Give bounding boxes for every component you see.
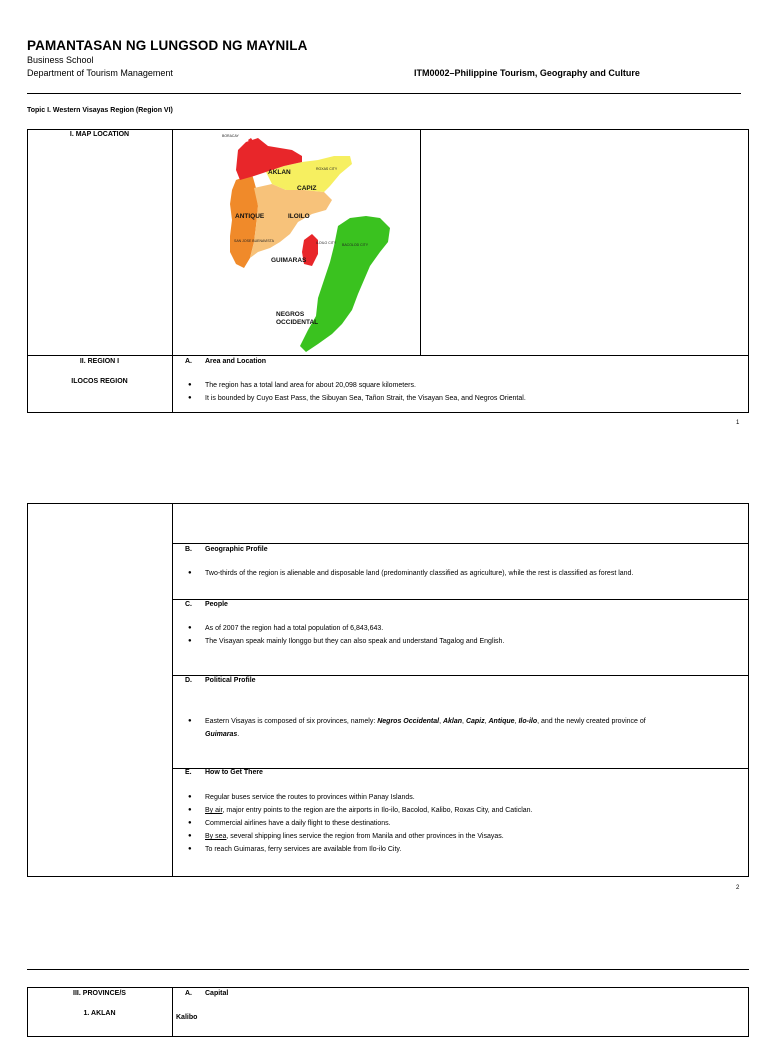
table-row-divider xyxy=(172,675,749,676)
western-visayas-map xyxy=(200,130,405,354)
separator: . xyxy=(237,731,240,738)
label-iloilo: ILOILO xyxy=(288,213,310,220)
section-letter: C. xyxy=(185,601,192,608)
label-occidental: OCCIDENTAL xyxy=(276,319,319,326)
map-svg xyxy=(200,130,405,354)
people-heading xyxy=(185,601,228,608)
page-number: 1 xyxy=(736,420,740,426)
page-number: 2 xyxy=(736,885,740,891)
travel-text: , major entry points to the region are the airports in Ilo-ilo, Bacolod, Kalibo, Roxas City, and Caticlan. xyxy=(222,807,533,814)
geographic-profile-heading xyxy=(185,546,268,553)
region-label: II. REGION I xyxy=(79,358,120,365)
course-title: ITM0002–Philippine Tourism, Geography and Culture xyxy=(414,68,640,78)
section-title: Political Profile xyxy=(205,677,256,684)
university-name: PAMANTASAN NG LUNGSOD NG MAYNILA xyxy=(27,38,308,53)
area-bullets xyxy=(185,379,745,405)
by-air-text: By air xyxy=(205,807,223,814)
section-title: People xyxy=(205,601,228,608)
label-aklan: AKLAN xyxy=(268,169,291,176)
list-item xyxy=(185,804,745,817)
separator: , xyxy=(462,718,466,725)
list-item: ● As of 2007 the region had a total population of 6,843,643. xyxy=(185,622,745,635)
topic-title: Topic I. Western Visayas Region (Region VI) xyxy=(27,107,173,114)
capital-heading xyxy=(185,990,228,997)
table-column-divider xyxy=(172,129,173,413)
label-guimaras: GUIMARAS xyxy=(271,257,307,264)
section-letter: A. xyxy=(185,990,192,997)
table-column-divider xyxy=(172,987,173,1037)
political-text: Eastern Visayas is composed of six provinces, namely: xyxy=(205,718,378,725)
header-rule xyxy=(27,93,741,94)
list-item: ● Regular buses service the routes to provinces within Panay Islands. xyxy=(185,791,745,804)
province-label: III. PROVINCE/S xyxy=(73,990,126,997)
capital-value: Kalibo xyxy=(176,1014,198,1021)
province-item: 1. AKLAN xyxy=(83,1010,116,1017)
label-boracay: BORACAY xyxy=(222,134,239,138)
province-name: Negros Occidental xyxy=(377,718,440,725)
section-title: Area and Location xyxy=(205,358,267,365)
table-column-divider xyxy=(420,129,421,355)
section-title: Capital xyxy=(205,990,229,997)
province-name: Aklan xyxy=(442,718,463,725)
section-letter: E. xyxy=(185,769,192,776)
travel-text: , several shipping lines service the region from Manila and other provinces in the Visayas. xyxy=(226,833,504,840)
table-row-divider xyxy=(27,355,749,356)
list-item: ● Commercial airlines have a daily flight to these destinations. xyxy=(185,817,745,830)
school-name: Business School xyxy=(27,55,94,65)
map-location-label: I. MAP LOCATION xyxy=(69,131,130,138)
label-negros: NEGROS xyxy=(276,311,305,318)
people-bullets xyxy=(185,622,745,648)
separator: , xyxy=(439,718,443,725)
area-location-heading xyxy=(185,358,266,365)
by-sea-text: By sea xyxy=(205,833,227,840)
department-name: Department of Tourism Management xyxy=(27,68,173,78)
province-name: Antique xyxy=(488,718,515,725)
label-antique: ANTIQUE xyxy=(235,213,265,220)
table-row-divider xyxy=(172,543,749,544)
label-roxas-city: ROXAS CITY xyxy=(316,167,338,171)
political-profile-heading xyxy=(185,677,256,684)
iloilo-province xyxy=(250,184,332,258)
list-item: ● To reach Guimaras, ferry services are available from Ilo-ilo City. xyxy=(185,843,745,856)
label-bacolod-city: BACOLOD CITY xyxy=(342,243,369,247)
political-text: , and the newly created province of xyxy=(537,718,646,725)
list-item: ● The region has a total land area for about 20,098 square kilometers. xyxy=(185,379,745,392)
label-iloilo-city: ILOILO CITY xyxy=(316,241,337,245)
separator: , xyxy=(484,718,489,725)
label-san-jose: SAN JOSE BUENAVISTA xyxy=(234,239,274,243)
table-column-divider xyxy=(172,503,173,877)
table-row-divider xyxy=(172,599,749,600)
list-item: ● Two-thirds of the region is alienable and disposable land (predominantly classified as agriculture), while the rest is classified as forest land. xyxy=(185,567,745,580)
travel-bullets xyxy=(185,791,745,856)
section-title: How to Get There xyxy=(205,769,263,776)
section-title: Geographic Profile xyxy=(205,546,268,553)
separator: , xyxy=(514,718,519,725)
province-name: Capiz xyxy=(465,718,485,725)
region-name: ILOCOS REGION xyxy=(71,378,128,385)
section-letter: D. xyxy=(185,677,192,684)
section-letter: A. xyxy=(185,358,192,365)
page-rule xyxy=(27,969,749,970)
list-item xyxy=(185,715,730,741)
list-item: ● It is bounded by Cuyo East Pass, the Sibuyan Sea, Tañon Strait, the Visayan Sea, and Negros Oriental. xyxy=(185,392,745,405)
geographic-bullets xyxy=(185,567,745,580)
list-item: ● The Visayan speak mainly Ilonggo but they can also speak and understand Tagalog and English. xyxy=(185,635,745,648)
how-to-get-there-heading xyxy=(185,769,263,776)
section-letter: B. xyxy=(185,546,192,553)
province-name: Ilo-ilo xyxy=(518,718,538,725)
label-capiz: CAPIZ xyxy=(297,185,317,192)
political-bullets xyxy=(185,715,730,741)
province-name: Guimaras xyxy=(205,731,238,738)
list-item xyxy=(185,830,745,843)
